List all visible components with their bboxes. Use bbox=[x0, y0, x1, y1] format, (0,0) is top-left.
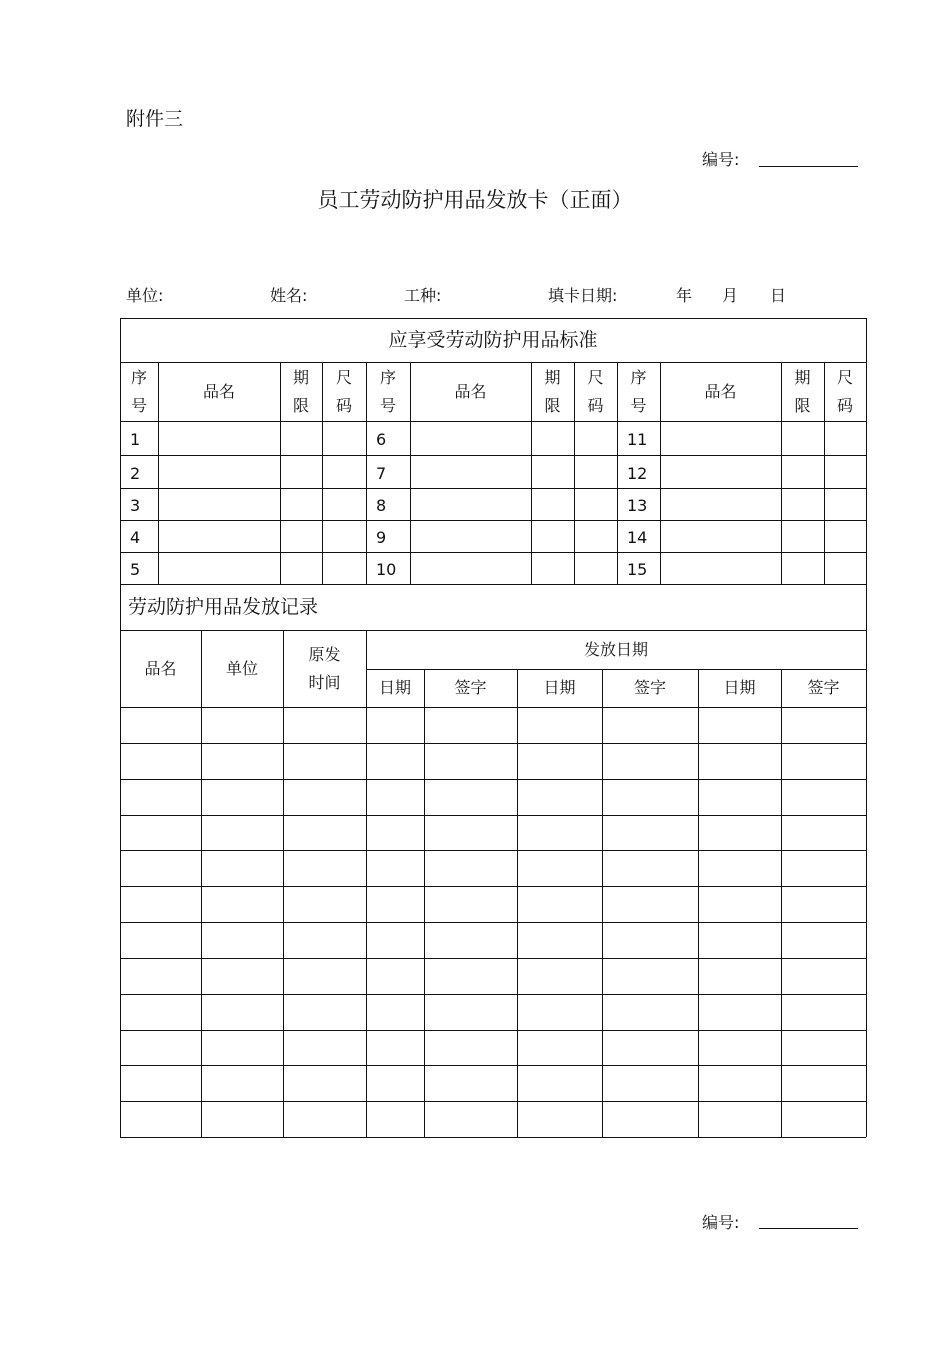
row-number: 6 bbox=[376, 430, 387, 449]
orig-time-header-char: 时间 bbox=[308, 672, 341, 692]
item-name-header: 品名 bbox=[202, 381, 235, 401]
term-header-text bbox=[794, 364, 810, 420]
term-header-char: 限 bbox=[794, 395, 811, 415]
seq-header-text bbox=[630, 364, 646, 420]
record-item-header: 品名 bbox=[144, 658, 177, 678]
size-header bbox=[574, 362, 617, 421]
date-header: 日期 bbox=[543, 678, 576, 697]
row-number: 10 bbox=[376, 560, 397, 579]
info-month: 月 bbox=[722, 286, 739, 305]
term-header-char: 限 bbox=[292, 395, 309, 415]
annex-label: 附件三 bbox=[126, 108, 184, 130]
info-unit-label: 单位: bbox=[126, 286, 164, 305]
record-row[interactable] bbox=[120, 707, 866, 743]
info-name-label: 姓名: bbox=[270, 286, 308, 305]
table-rule bbox=[866, 318, 867, 1137]
row-number: 4 bbox=[130, 528, 141, 547]
number-label-top: 编号: bbox=[702, 150, 740, 169]
page-title: 员工劳动防护用品发放卡（正面） bbox=[317, 188, 633, 212]
standard-table-title: 应享受劳动防护用品标准 bbox=[388, 329, 598, 351]
seq-header-char: 号 bbox=[379, 395, 396, 415]
record-row[interactable] bbox=[120, 886, 866, 922]
date-header: 日期 bbox=[723, 678, 756, 697]
row-number: 9 bbox=[376, 528, 387, 547]
orig-time-header-char: 原发 bbox=[308, 644, 341, 664]
term-header-char: 期 bbox=[544, 367, 561, 387]
seq-header-text bbox=[380, 364, 396, 420]
term-header bbox=[280, 362, 322, 421]
seq-header bbox=[366, 362, 410, 421]
record-row[interactable] bbox=[120, 779, 866, 815]
record-row[interactable] bbox=[120, 815, 866, 851]
number-label-bottom: 编号: bbox=[702, 1213, 740, 1232]
seq-header-char: 序 bbox=[630, 367, 647, 387]
term-header bbox=[781, 362, 824, 421]
item-name-header: 品名 bbox=[454, 381, 487, 401]
size-header-char: 尺 bbox=[335, 367, 352, 387]
record-row[interactable] bbox=[120, 1030, 866, 1066]
row-number: 2 bbox=[130, 463, 141, 483]
row-number: 7 bbox=[376, 463, 387, 483]
term-header-text bbox=[293, 364, 309, 420]
seq-header-char: 号 bbox=[130, 395, 147, 415]
sign-header: 签字 bbox=[454, 678, 487, 697]
record-row[interactable] bbox=[120, 958, 866, 994]
seq-header-char: 序 bbox=[379, 367, 396, 387]
size-header-text bbox=[837, 364, 853, 420]
table-rule bbox=[120, 1137, 866, 1138]
seq-header-char: 序 bbox=[130, 367, 147, 387]
size-header-char: 码 bbox=[836, 395, 853, 415]
seq-header-text bbox=[131, 364, 147, 420]
orig-time-header-text bbox=[308, 641, 340, 697]
table-rule bbox=[120, 520, 866, 521]
row-number: 3 bbox=[130, 496, 141, 515]
term-header-text bbox=[544, 364, 560, 420]
orig-time-header bbox=[283, 634, 366, 703]
info-day: 日 bbox=[770, 286, 787, 305]
row-number: 13 bbox=[627, 496, 648, 515]
term-header-char: 限 bbox=[544, 395, 561, 415]
record-row[interactable] bbox=[120, 1065, 866, 1101]
size-header-text bbox=[336, 364, 352, 420]
table-rule bbox=[120, 455, 866, 456]
info-year: 年 bbox=[676, 286, 693, 305]
seq-header-char: 号 bbox=[630, 395, 647, 415]
row-number: 8 bbox=[376, 496, 387, 515]
number-field-top[interactable] bbox=[759, 166, 858, 167]
term-header-char: 期 bbox=[292, 367, 309, 387]
sign-header: 签字 bbox=[807, 678, 840, 697]
issue-date-header: 发放日期 bbox=[583, 639, 648, 659]
row-number: 15 bbox=[627, 560, 648, 579]
item-name-header: 品名 bbox=[704, 381, 737, 401]
table-rule bbox=[120, 552, 866, 553]
size-header-char: 尺 bbox=[587, 367, 604, 387]
row-number: 1 bbox=[130, 430, 141, 449]
record-row[interactable] bbox=[120, 994, 866, 1030]
info-trade-label: 工种: bbox=[404, 286, 442, 305]
table-rule bbox=[120, 421, 866, 422]
table-rule bbox=[120, 488, 866, 489]
record-row[interactable] bbox=[120, 922, 866, 958]
record-table-title: 劳动防护用品发放记录 bbox=[128, 596, 319, 618]
row-number: 14 bbox=[627, 528, 648, 547]
row-number: 5 bbox=[130, 560, 141, 579]
record-row[interactable] bbox=[120, 743, 866, 779]
term-header-char: 期 bbox=[794, 367, 811, 387]
size-header-char: 尺 bbox=[836, 367, 853, 387]
row-number: 12 bbox=[627, 463, 648, 483]
row-number: 11 bbox=[627, 430, 648, 449]
record-row[interactable] bbox=[120, 850, 866, 886]
record-row[interactable] bbox=[120, 1101, 866, 1137]
size-header-char: 码 bbox=[587, 395, 604, 415]
size-header bbox=[322, 362, 366, 421]
number-field-bottom[interactable] bbox=[759, 1228, 858, 1229]
size-header-char: 码 bbox=[335, 395, 352, 415]
sign-header: 签字 bbox=[633, 678, 666, 697]
seq-header bbox=[120, 362, 158, 421]
term-header bbox=[531, 362, 574, 421]
info-fill-date-label: 填卡日期: bbox=[548, 286, 618, 305]
seq-header bbox=[617, 362, 660, 421]
date-header: 日期 bbox=[378, 678, 411, 697]
record-unit-header: 单位 bbox=[225, 658, 258, 678]
size-header-text bbox=[587, 364, 603, 420]
size-header bbox=[824, 362, 866, 421]
